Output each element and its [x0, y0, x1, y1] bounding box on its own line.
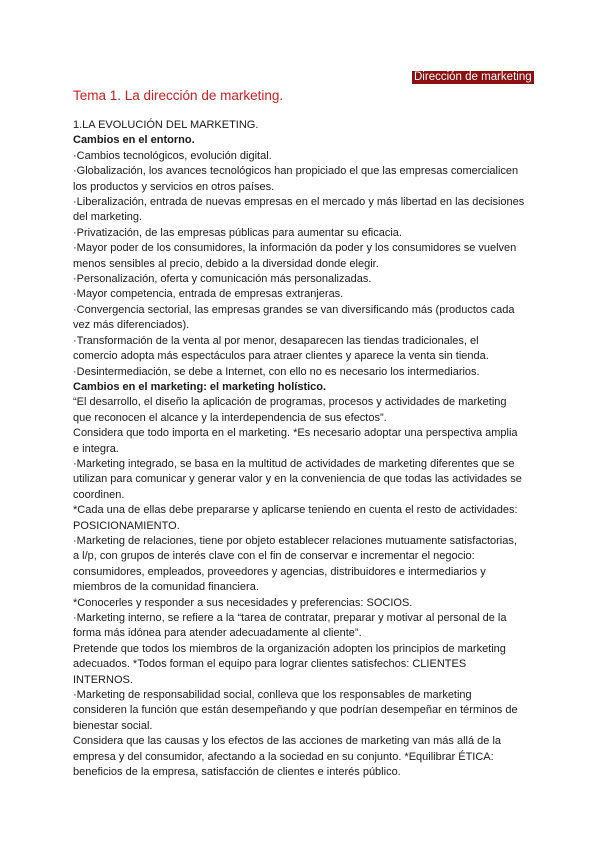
body-line: ·Marketing integrado, se basa en la multitud de actividades de marketing diferentes que se: [73, 457, 515, 470]
body-line: Considera que todo importa en el marketing. *Es necesario adoptar una perspectiva amplia: [73, 427, 518, 440]
body-line: *Conocerles y responder a sus necesidades y preferencias: SOCIOS.: [73, 596, 413, 609]
body-line: ·Mayor poder de los consumidores, la información da poder y los consumidores se vuelven: [73, 242, 517, 255]
body-line: consumidores, empleados, proveedores y agencias, distribuidores e intermediarios y: [73, 565, 486, 578]
page-title: Tema 1. La dirección de marketing.: [73, 88, 284, 103]
body-line: ·Privatización, de las empresas públicas para aumentar su eficacia.: [73, 226, 402, 239]
body-line: e integra.: [73, 442, 119, 455]
body-line: ·Marketing de responsabilidad social, conlleva que los responsables de marketing: [73, 689, 472, 702]
body-line: POSICIONAMIENTO.: [73, 519, 180, 532]
body-line: menos sensibles al precio, debido a la diversidad donde elegir.: [73, 257, 379, 270]
body-line: 1.LA EVOLUCIÓN DEL MARKETING.: [73, 119, 259, 131]
body-line: del marketing.: [73, 211, 143, 224]
body-line: coordinen.: [73, 488, 125, 501]
body-line: INTERNOS.: [73, 673, 133, 686]
body-line: ·Desintermediación, se debe a Internet, con ello no es necesario los intermediarios.: [73, 365, 480, 378]
body-line: ·Cambios tecnológicos, evolución digital.: [73, 149, 272, 162]
course-header-tag: Dirección de marketing: [414, 71, 532, 83]
document-body: [73, 118, 533, 780]
body-line: miembros de la comunidad financiera.: [73, 581, 259, 594]
body-line: “El desarrollo, el diseño la aplicación de programas, procesos y actividades de marketing: [73, 396, 507, 409]
body-line: los productos y servicios en otros países.: [73, 180, 275, 193]
body-line: ·Marketing interno, se refiere a la “tarea de contratar, preparar y motivar al personal de la: [73, 612, 507, 624]
body-line: bienestar social.: [73, 719, 153, 732]
body-line: *Cada una de ellas debe prepararse y aplicarse teniendo en cuenta el resto de actividades:: [73, 504, 518, 517]
body-line: ·Liberalización, entrada de nuevas empresas en el mercado y más libertad en las decisiones: [73, 196, 525, 209]
body-line: ·Convergencia sectorial, las empresas grandes se van diversificando más (productos cada: [73, 303, 515, 316]
body-line: que reconocen el alcance y la interdependencia de sus efectos”.: [73, 411, 387, 424]
body-line: empresa y del consumidor, afectando a la sociedad en su conjunto. *Equilibrar ÉTICA:: [73, 750, 494, 763]
body-line: ·Personalización, oferta y comunicación más personalizadas.: [73, 273, 372, 286]
body-line: adecuados. *Todos forman el equipo para lograr clientes satisfechos: CLIENTES: [73, 658, 467, 671]
body-line: Considera que las causas y los efectos de las acciones de marketing van más allá de la: [73, 735, 502, 748]
body-line: comercio adopta más espectáculos para atraer clientes y aparece la venta sin tienda.: [73, 350, 489, 363]
body-line: vez más diferenciados).: [73, 319, 190, 332]
body-line: beneficios de la empresa, satisfacción de clientes e interés público.: [73, 766, 401, 779]
body-line: utilizan para comunicar y generar valor y en la conveniencia de que todas las actividades se: [73, 473, 522, 486]
body-line: consideren la función que están desempeñando y que podrían desempeñar en términos de: [73, 704, 518, 717]
body-line: ·Transformación de la venta al por menor, desaparecen las tiendas tradicionales, el: [73, 334, 479, 347]
body-line: ·Globalización, los avances tecnológicos han propiciado el que las empresas comercialicen: [73, 165, 519, 178]
section-heading: Cambios en el marketing: el marketing holístico.: [73, 380, 327, 393]
body-line: ·Mayor competencia, entrada de empresas extranjeras.: [73, 288, 344, 301]
body-line: Pretende que todos los miembros de la organización adopten los principios de marketing: [73, 642, 506, 655]
body-line: a l/p, con grupos de interés clave con el fin de conservar e incrementar el negocio:: [73, 550, 475, 563]
section-heading: Cambios en el entorno.: [73, 134, 195, 147]
body-line: forma más idónea para atender adecuadamente al cliente”.: [73, 627, 362, 640]
body-line: ·Marketing de relaciones, tiene por objeto establecer relaciones mutuamente satisfactorias,: [73, 534, 517, 547]
